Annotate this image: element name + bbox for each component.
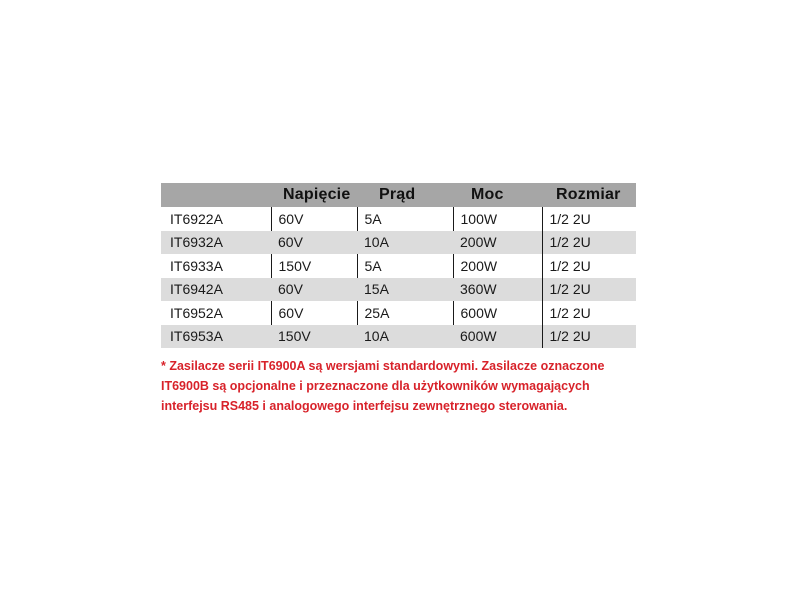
header-voltage: Napięcie [271, 183, 357, 207]
cell-power: 100W [453, 207, 542, 231]
cell-model: IT6952A [170, 304, 223, 321]
cell-current: 5A [357, 254, 453, 278]
cell-power: 360W [453, 278, 542, 302]
cell-current: 10A [357, 325, 453, 349]
cell-voltage: 60V [271, 231, 357, 255]
cell-model: IT6922A [170, 210, 223, 227]
cell-current: 5A [357, 207, 453, 231]
cell-model: IT6932A [161, 231, 271, 255]
cell-power: 200W [453, 231, 542, 255]
cell-voltage: 150V [271, 254, 357, 278]
cell-size: 1/2 2U [542, 207, 636, 231]
cell-size: 1/2 2U [542, 301, 636, 325]
cell-current: 25A [357, 301, 453, 325]
table-row [161, 207, 636, 231]
cell-voltage: 150V [271, 325, 357, 349]
cell-model: IT6942A [161, 278, 271, 302]
table-row [161, 231, 636, 255]
cell-power: 200W [453, 254, 542, 278]
footnote-line: * Zasilacze serii IT6900A są wersjami standardowymi. Zasilacze oznaczone [161, 359, 605, 373]
cell-power: 600W [453, 301, 542, 325]
cell-current: 15A [357, 278, 453, 302]
table-row [161, 325, 636, 349]
footnote-line: interfejsu RS485 i analogowego interfejsu zewnętrznego sterowania. [161, 399, 568, 413]
header-model [161, 183, 271, 207]
table-row [161, 254, 636, 278]
header-size: Rozmiar [542, 183, 636, 207]
table-row [161, 301, 636, 325]
cell-size: 1/2 2U [542, 278, 636, 302]
cell-size: 1/2 2U [542, 231, 636, 255]
cell-voltage: 60V [271, 278, 357, 302]
spec-table [161, 183, 636, 348]
cell-current: 10A [357, 231, 453, 255]
cell-voltage: 60V [271, 207, 357, 231]
cell-model: IT6953A [161, 325, 271, 349]
cell-power: 600W [453, 325, 542, 349]
table-header-row [161, 183, 636, 207]
cell-voltage: 60V [271, 301, 357, 325]
header-power: Moc [453, 183, 542, 207]
cell-size: 1/2 2U [542, 325, 636, 349]
footnote-line: IT6900B są opcjonalne i przeznaczone dla użytkowników wymagających [161, 379, 590, 393]
table-row [161, 278, 636, 302]
cell-model: IT6933A [170, 257, 223, 274]
header-current: Prąd [357, 183, 453, 207]
cell-size: 1/2 2U [542, 254, 636, 278]
footnote [161, 356, 641, 416]
